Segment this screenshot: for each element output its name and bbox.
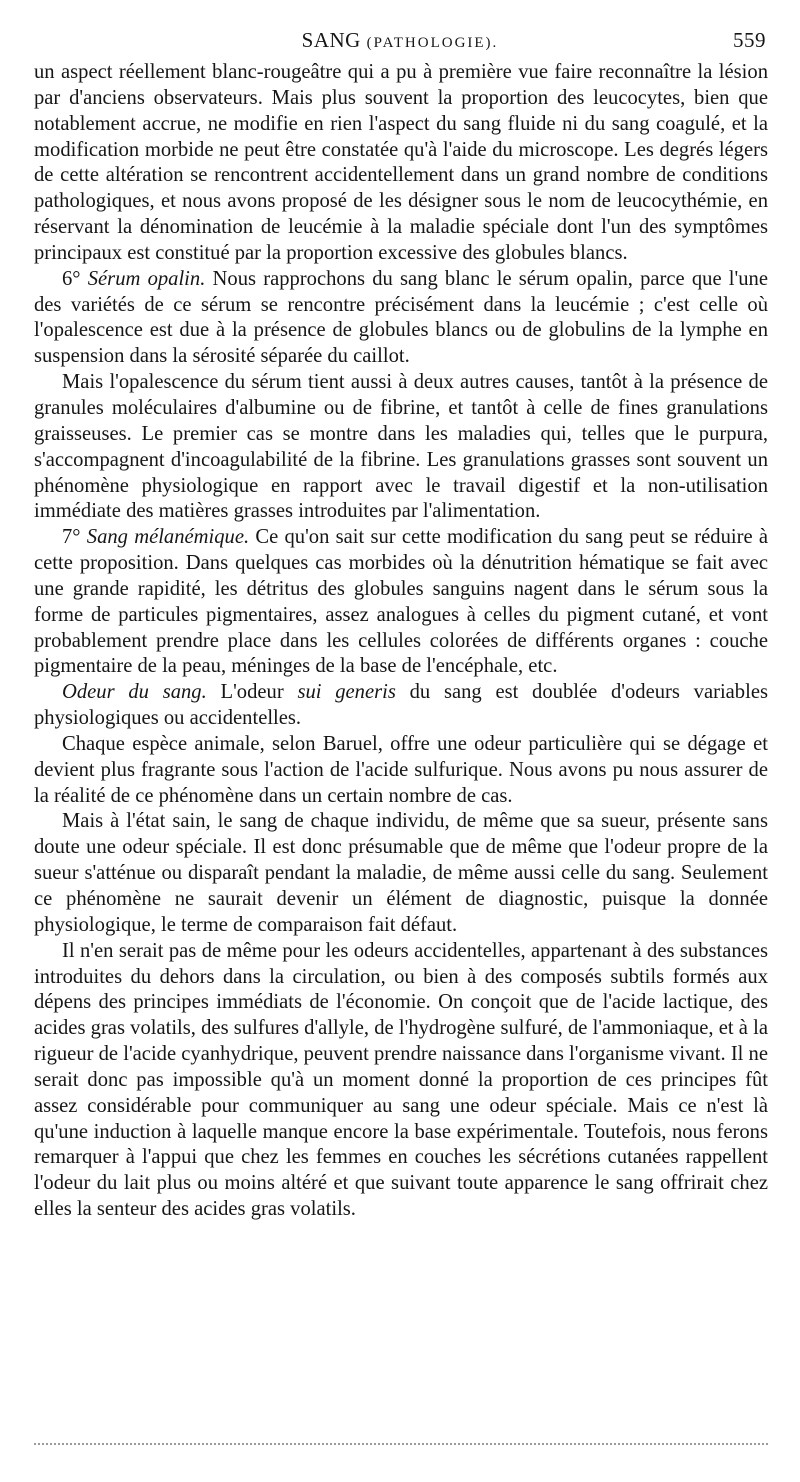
running-title (34, 28, 766, 53)
footer-dotted-rule (34, 1443, 768, 1447)
paragraph-sang-melanemique-text: Ce qu'on sait sur cette modification du sang peut se réduire à cette proposition. Dans quelques cas morbides où la dénutrition hématique se fait avec une grande rapidité, les détritus des globules sanguins nagent dans le sérum sous la forme de particules pigmentaires, assez analogues à celles du pigment cutané, et vont probablement prendre place dans les cellules colorées de différents organes : couche pigmentaire de la peau, méninges de la base de l'encéphale, etc. (34, 526, 768, 678)
paragraph-opalescence: Mais l'opalescence du sérum tient aussi à deux autres causes, tantôt à la présence de granules moléculaires d'albumine ou de fibrine, et tantôt à celle de fines granulations graisseuses. Le premier cas se montre dans les maladies qui, telles que le purpura, s'accompagnent d'incoagulabilité de la fibrine. Les granulations grasses sont souvent un phénomène physiologique en rapport avec le travail digestif et la non-utilisation immédiate des matières grasses introduites par l'alimentation. (34, 371, 768, 523)
page-number: 559 (733, 28, 766, 52)
paragraph-odeur-text: du sang est doublée d'odeurs variables physiologiques ou accidentelles. (34, 681, 768, 730)
section-title-serum-opalin: Sérum opalin. (87, 267, 206, 290)
paragraph-odeurs-accidentelles: Il n'en serait pas de même pour les odeurs accidentelles, appartenant à des substances introduites du dehors dans la circulation, ou bien à des composés subtils formés aux dépens des principes immédiats de l'économie. On conçoit que de l'acide lactique, des acides gras volatils, des sulfures d'allyle, de l'hydrogène sulfuré, de l'ammoniaque, et à la rigueur de l'acide cyanhydrique, peuvent prendre naissance dans l'organisme vivant. Il ne serait donc pas impossible qu'à un moment donné la proportion de ces principes fût assez considérable pour communiquer au sang une odeur spéciale. Mais ce n'est là qu'une induction à laquelle manque encore la base expérimentale. Toutefois, nous ferons remarquer à l'appui que chez les femmes en couches les sécrétions cutanées rappellent l'odeur du lait plus ou moins altéré et que suivant toute apparence le sang offrirait chez elles la senteur des acides gras volatils. (34, 939, 768, 1221)
paragraph-1: un aspect réellement blanc-rougeâtre qui a pu à première vue faire reconnaître la lésion par d'anciens observateurs. Mais plus souvent la proportion des leucocytes, bien que notablement accrue, ne modifie en rien l'aspect du sang fluide ni du sang coagulé, et la modification morbide ne peut être constatée qu'à l'aide du microscope. Les degrés légers de cette altération se rencontrent accidentellement dans un grand nombre de conditions pathologiques, et nous avons proposé de les désigner sous le nom de leucocythémie, en réservant la dénomination de leucémie à la maladie spéciale dont l'un des symptômes principaux est constitué par la proportion excessive des globules blancs. (34, 61, 768, 264)
section-title-sang-melanemique: Sang mélanémique. (86, 526, 250, 549)
paragraph-odeur-pre: L'odeur (220, 681, 284, 704)
italic-sui-generis: sui generis (297, 681, 396, 704)
paragraph-etat-sain: Mais à l'état sain, le sang de chaque individu, de même que sa sueur, présente sans doute une odeur spéciale. Il est donc présumable que de même que l'odeur propre de la sueur s'atténue ou disparaît pendant la maladie, de même aussi celle du sang. Seulement ce phénomène ne saurait devenir un élément de diagnostic, puisque la donnée physiologique, le terme de comparaison fait défaut. (34, 810, 768, 936)
running-title-main: SANG (301, 28, 361, 52)
paragraph-serum-opalin-text: Nous rapprochons du sang blanc le sérum opalin, parce que l'une des variétés de ce sérum se rencontre précisément dans la leucémie ; c'est celle où l'opalescence est due à la présence de globules blancs ou de globulins de la lymphe en suspension dans la sérosité séparée du caillot. (34, 267, 768, 368)
section-number-6: 6° (62, 267, 81, 290)
section-number-7: 7° (62, 526, 81, 549)
running-header (34, 28, 766, 56)
paragraph-baruel: Chaque espèce animale, selon Baruel, offre une odeur particulière qui se dégage et devient plus fragrante sous l'action de l'acide sulfurique. Nous avons pu nous assurer de la réalité de ce phénomène dans un certain nombre de cas. (34, 732, 768, 807)
body-text (34, 60, 768, 1223)
paragraph-serum-opalin (34, 267, 768, 370)
paragraph-odeur-du-sang (34, 680, 768, 732)
paragraph-sang-melanemique (34, 525, 768, 680)
running-title-sub: (PATHOLOGIE). (366, 35, 499, 51)
section-title-odeur-du-sang: Odeur du sang. (62, 681, 207, 704)
